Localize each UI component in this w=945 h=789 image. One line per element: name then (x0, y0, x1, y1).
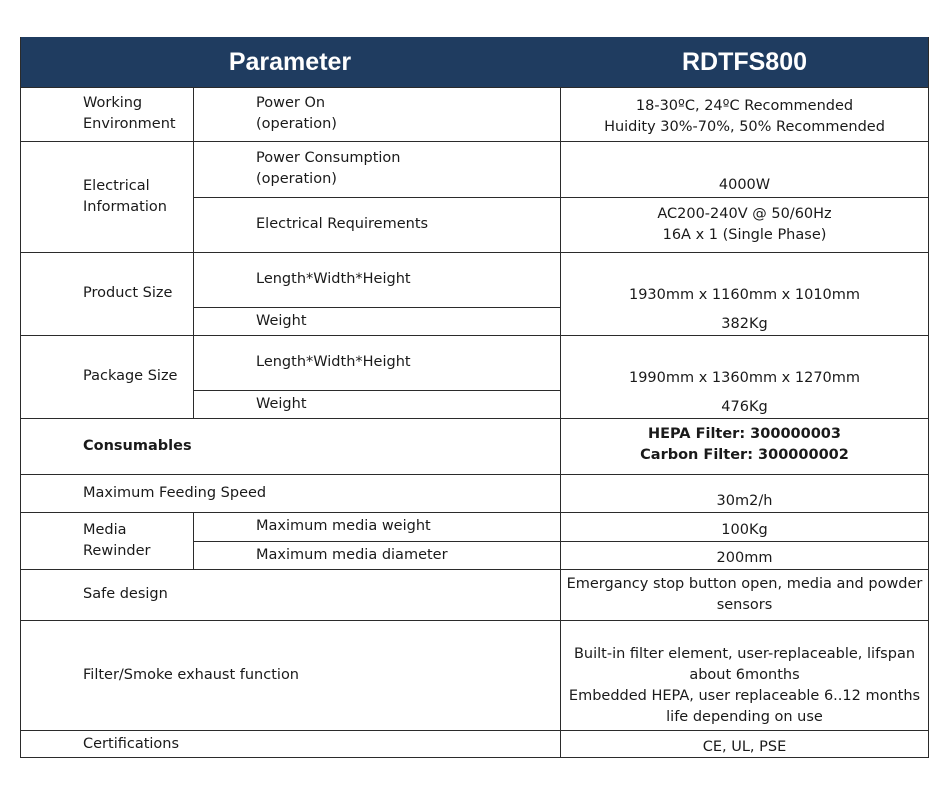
safe-design-label: Safe design (83, 586, 168, 602)
media-rewinder-label-cell (20, 512, 193, 569)
electrical-requirements-value: AC200-240V @ 50/60Hz 16A x 1 (Single Phase) (657, 205, 832, 243)
working-environment-sub-cell (193, 87, 560, 141)
power-consumption-sub: Power Consumption (operation) (256, 150, 401, 187)
row-line-13 (20, 730, 929, 731)
product-weight-sub-cell (193, 307, 560, 335)
table-border-right (928, 37, 929, 758)
feeding-speed-value-cell (560, 474, 929, 512)
package-size-label: Package Size (83, 368, 178, 384)
working-environment-value-cell (560, 87, 929, 141)
electrical-label-cell (20, 141, 193, 252)
package-size-label-cell (20, 335, 193, 418)
header-parameter (20, 37, 560, 87)
safe-design-value: Emergancy stop button open, media and powder sensors (566, 575, 923, 613)
package-dimensions-value-cell (560, 335, 929, 390)
row-line-4 (193, 307, 560, 308)
certifications-value: CE, UL, PSE (702, 739, 787, 755)
feeding-speed-label-cell (20, 474, 560, 512)
row-line-11 (20, 569, 929, 570)
product-size-label: Product Size (83, 285, 173, 301)
row-line-2 (193, 197, 929, 198)
product-dimensions-sub: Length*Width*Height (256, 271, 411, 287)
row-line-3 (20, 252, 929, 253)
certifications-label-cell (20, 730, 560, 758)
consumables-value-cell (560, 418, 929, 474)
media-diameter-value: 200mm (716, 550, 773, 566)
product-weight-value: 382Kg (721, 316, 768, 332)
media-rewinder-label: Media Rewinder (83, 521, 151, 559)
filter-label: Filter/Smoke exhaust function (83, 666, 299, 683)
media-weight-value-cell (560, 512, 929, 541)
media-weight-sub: Maximum media weight (256, 518, 431, 534)
feeding-speed-value: 30m2/h (716, 493, 773, 509)
media-diameter-sub: Maximum media diameter (256, 546, 448, 563)
package-weight-sub: Weight (256, 395, 307, 412)
row-line-6 (193, 390, 560, 391)
electrical-label: Electrical Information (83, 177, 167, 215)
product-dimensions-sub-cell (193, 252, 560, 307)
package-dimensions-sub: Length*Width*Height (256, 354, 411, 370)
row-line-8 (20, 474, 929, 475)
header-model (560, 37, 929, 87)
table-border-left (20, 37, 21, 758)
row-line-12 (20, 620, 929, 621)
working-environment-label: Working Environment (83, 95, 176, 132)
product-dimensions-value: 1930mm x 1160mm x 1010mm (628, 287, 861, 303)
power-consumption-value-cell (560, 141, 929, 197)
media-weight-value: 100Kg (721, 522, 768, 538)
package-weight-sub-cell (193, 390, 560, 418)
working-environment-sub: Power On (operation) (256, 95, 337, 132)
power-consumption-sub-cell (193, 141, 560, 197)
package-weight-value-cell (560, 390, 929, 418)
table-border-bottom (20, 757, 929, 758)
package-dimensions-sub-cell (193, 335, 560, 390)
spec-table (20, 37, 929, 758)
electrical-requirements-sub: Electrical Requirements (256, 216, 429, 232)
row-working-environment-label (20, 87, 193, 141)
package-weight-value: 476Kg (721, 399, 768, 415)
media-diameter-value-cell (560, 541, 929, 569)
row-line-5 (20, 335, 929, 336)
filter-value: Built-in filter element, user-replaceable, lifspan about 6months Embedded HEPA, user replaceable 6..12 months life depending on use (568, 646, 921, 725)
working-environment-value: 18-30ºC, 24ºC Recommended Huidity 30%-70%, 50% Recommended (604, 98, 885, 135)
filter-label-cell (20, 620, 560, 730)
media-diameter-sub-cell (193, 541, 560, 569)
product-weight-sub: Weight (256, 312, 307, 329)
electrical-requirements-value-cell (560, 197, 929, 252)
header-model-label: RDTFS800 (681, 47, 808, 76)
row-line-header (20, 87, 929, 88)
electrical-requirements-sub-cell (193, 197, 560, 252)
header-parameter-label: Parameter (228, 47, 352, 76)
filter-value-cell (560, 620, 929, 730)
product-weight-value-cell (560, 307, 929, 335)
package-dimensions-value: 1990mm x 1360mm x 1270mm (628, 370, 861, 386)
feeding-speed-label: Maximum Feeding Speed (83, 484, 267, 501)
safe-design-value-cell (560, 569, 929, 620)
consumables-value: HEPA Filter: 300000003 Carbon Filter: 300000002 (640, 426, 849, 463)
row-line-7 (20, 418, 929, 419)
row-line-9 (20, 512, 929, 513)
safe-design-label-cell (20, 569, 560, 620)
column-divider-main (560, 87, 561, 758)
consumables-label: Consumables (83, 437, 192, 454)
product-size-label-cell (20, 252, 193, 335)
consumables-label-cell (20, 418, 560, 474)
row-line-10 (193, 541, 929, 542)
power-consumption-value: 4000W (718, 177, 771, 193)
product-dimensions-value-cell (560, 252, 929, 307)
certifications-value-cell (560, 730, 929, 758)
certifications-label: Certifications (83, 735, 180, 752)
row-line-1 (20, 141, 929, 142)
media-weight-sub-cell (193, 512, 560, 541)
